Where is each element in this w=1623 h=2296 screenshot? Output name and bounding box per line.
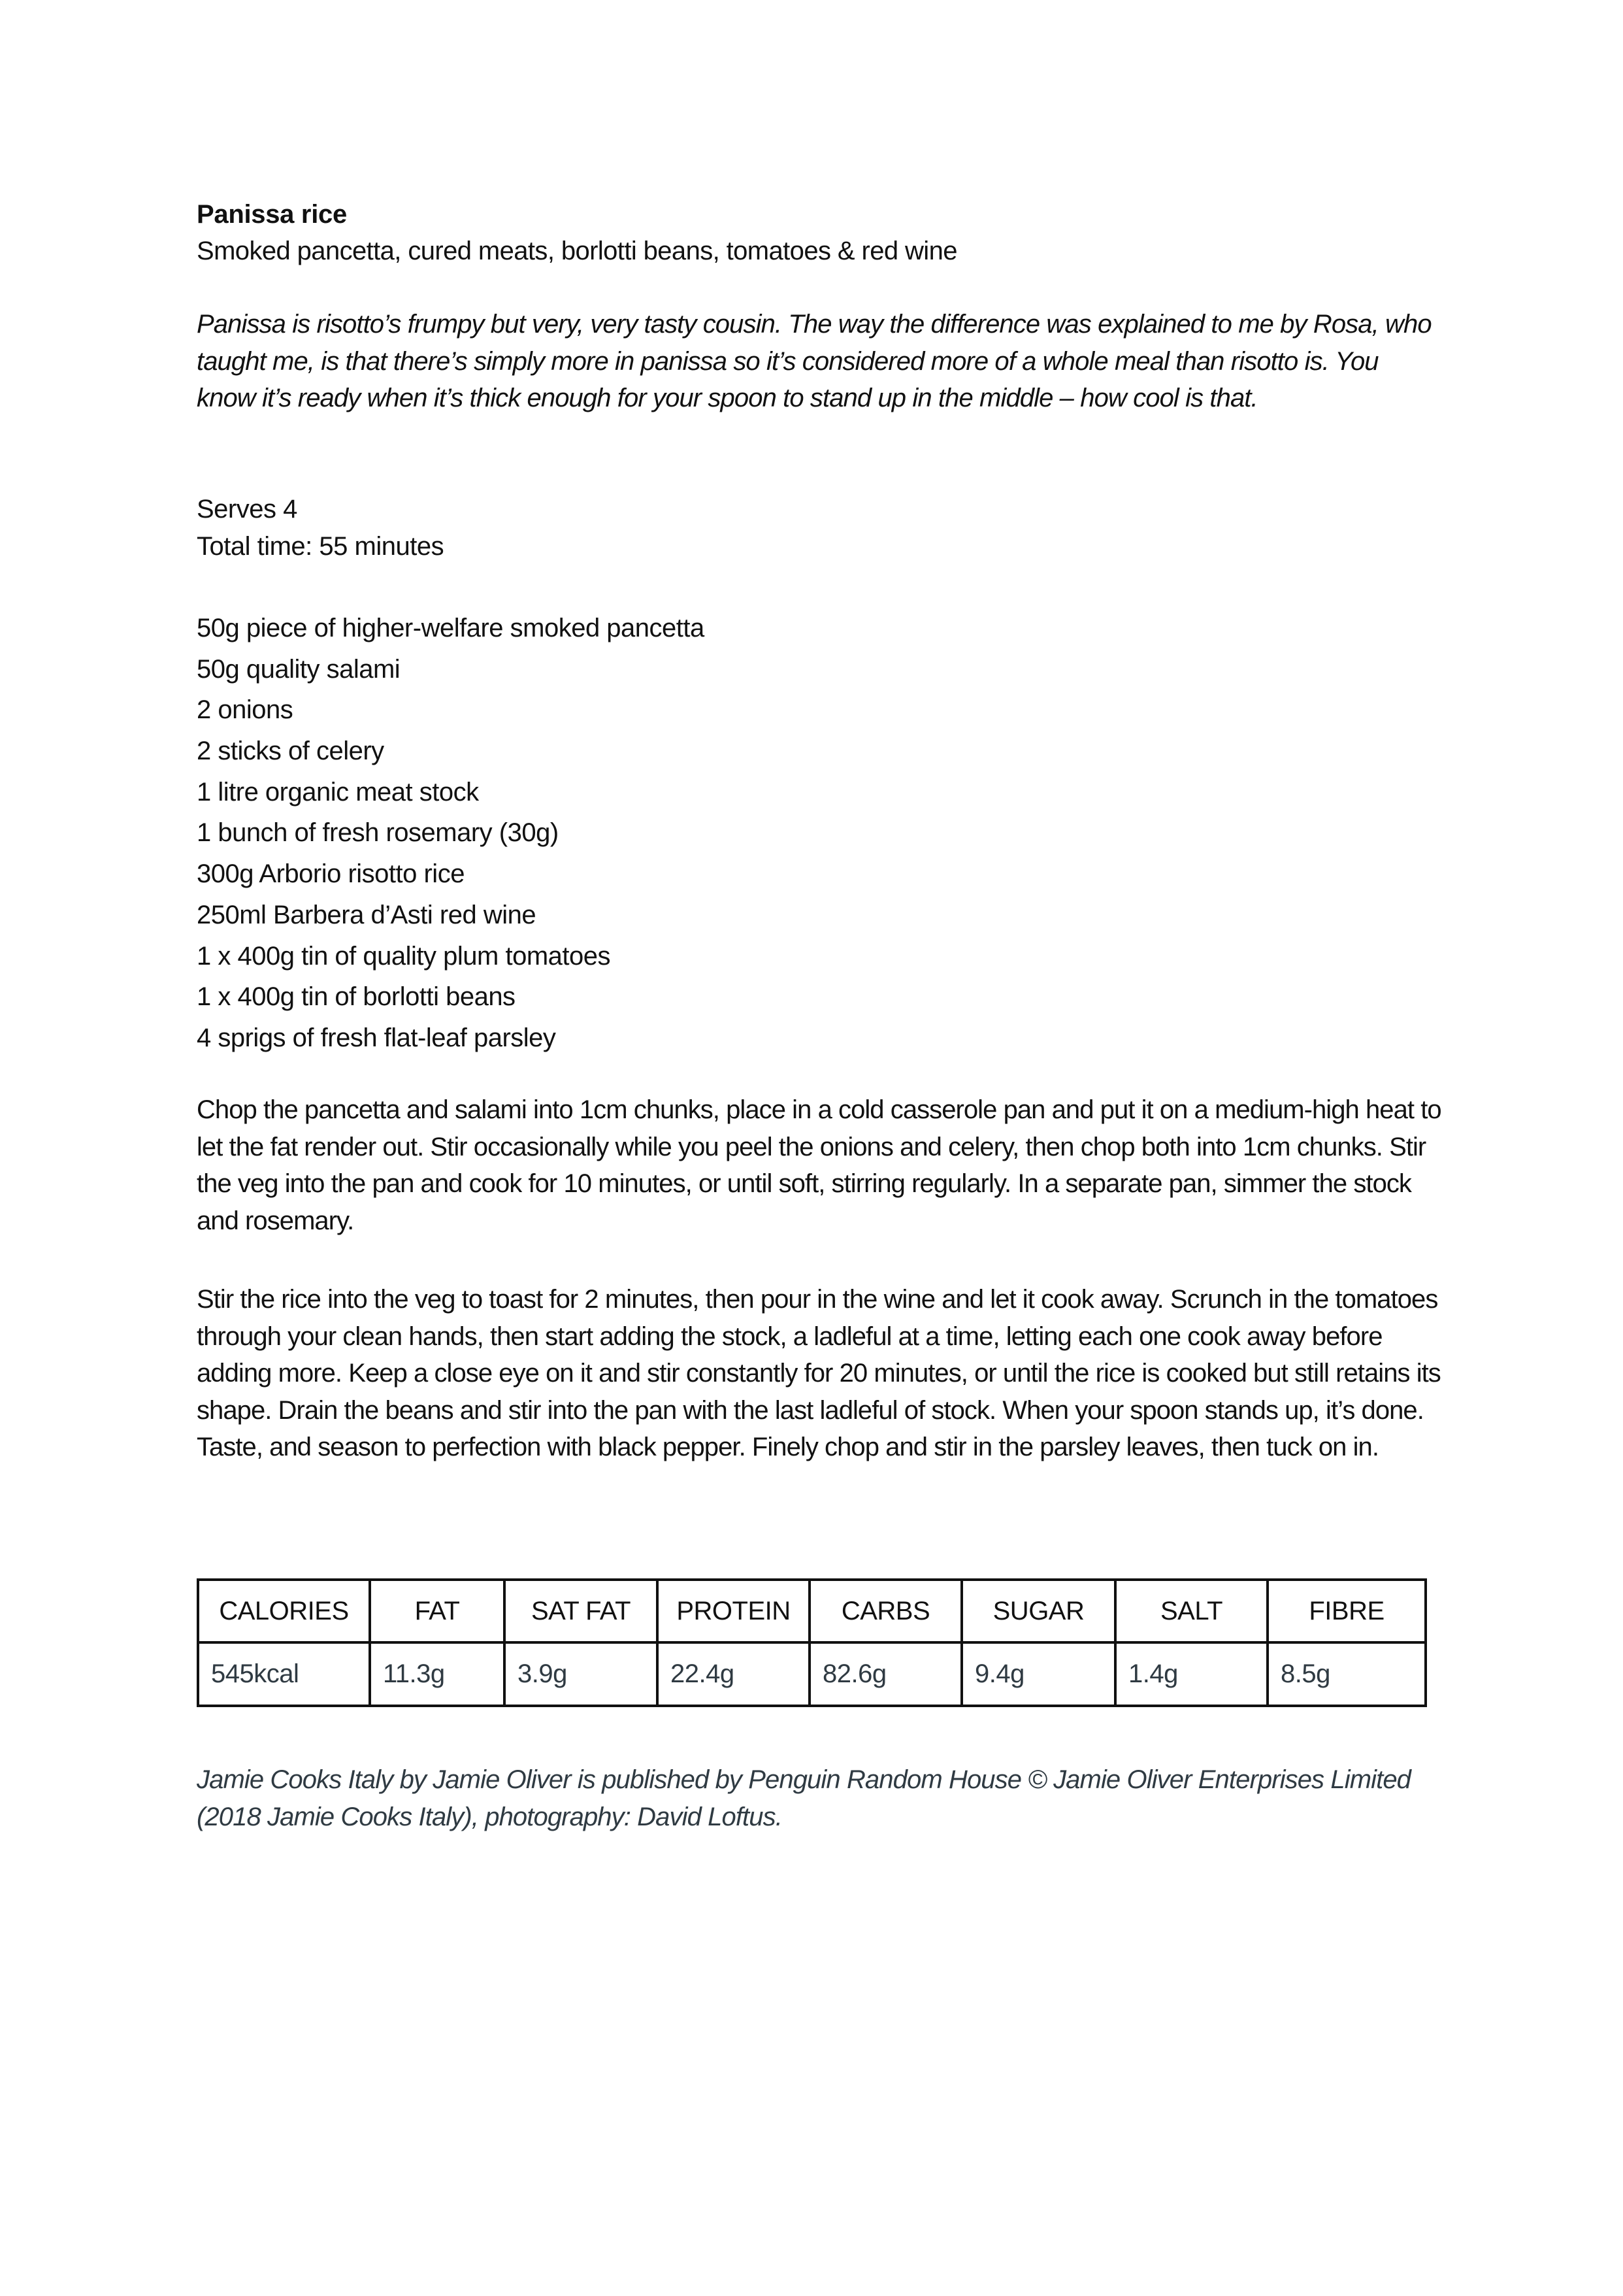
nutrition-value-fat: 11.3g: [370, 1642, 504, 1706]
nutrition-header-calories: CALORIES: [198, 1580, 370, 1642]
nutrition-value-salt: 1.4g: [1115, 1642, 1268, 1706]
ingredient-item: 250ml Barbera d’Asti red wine: [197, 900, 536, 929]
nutrition-header-sugar: SUGAR: [962, 1580, 1115, 1642]
publication-credit: Jamie Cooks Italy by Jamie Oliver is published by Penguin Random House © Jamie Oliver Enterprises Limited (2018 Jamie Cooks Italy), photography: David Loftus.: [197, 1765, 1411, 1831]
nutrition-values-row: [198, 1642, 1426, 1706]
nutrition-header-fat: FAT: [370, 1580, 504, 1642]
ingredient-item: 1 litre organic meat stock: [197, 777, 479, 807]
ingredient-item: 2 onions: [197, 695, 293, 725]
nutrition-header-carbs: CARBS: [810, 1580, 962, 1642]
recipe-intro: Panissa is risotto’s frumpy but very, very tasty cousin. The way the difference was explained to me by Rosa, who taught me, is that there’s simply more in panissa so it’s considered more of a whole meal than risotto is. You know it’s ready when it’s thick enough for your spoon to stand up in the middle – how cool is that.: [197, 310, 1432, 412]
nutrition-value-sugar: 9.4g: [962, 1642, 1115, 1706]
nutrition-value-calories: 545kcal: [198, 1642, 370, 1706]
method-step-2: Stir the rice into the veg to toast for 2 minutes, then pour in the wine and let it cook away. Scrunch in the tomatoes through your clean hands, then start adding the stock, a ladleful at a time, letting each one cook away before adding more. Keep a close eye on it and stir constantly for 20 minutes, or until the rice is cooked but still retains its shape. Drain the beans and stir into the pan with the last ladleful of stock. When your spoon stands up, it’s done. Taste, and season to perfection with black pepper. Finely chop and stir in the parsley leaves, then tuck on in.: [197, 1285, 1441, 1461]
total-time-info: Total time: 55 minutes: [197, 532, 444, 561]
ingredient-item: 1 x 400g tin of borlotti beans: [197, 982, 516, 1012]
ingredient-item: 1 x 400g tin of quality plum tomatoes: [197, 941, 610, 971]
ingredients-list: [197, 608, 704, 1059]
ingredient-item: 300g Arborio risotto rice: [197, 859, 465, 889]
nutrition-header-protein: PROTEIN: [657, 1580, 810, 1642]
nutrition-value-fibre: 8.5g: [1268, 1642, 1426, 1706]
nutrition-value-sat-fat: 3.9g: [504, 1642, 657, 1706]
ingredient-item: 4 sprigs of fresh flat-leaf parsley: [197, 1023, 556, 1052]
nutrition-value-protein: 22.4g: [657, 1642, 810, 1706]
ingredient-item: 50g quality salami: [197, 654, 401, 684]
method-step-1: Chop the pancetta and salami into 1cm chunks, place in a cold casserole pan and put it on a medium-high heat to let the fat render out. Stir occasionally while you peel the onions and celery, then chop both into 1cm chunks. Stir the veg into the pan and cook for 10 minutes, or until soft, stirring regularly. In a separate pan, simmer the stock and rosemary.: [197, 1095, 1441, 1235]
ingredient-item: 50g piece of higher-welfare smoked pancetta: [197, 614, 704, 642]
ingredient-item: 1 bunch of fresh rosemary (30g): [197, 818, 559, 848]
nutrition-header-sat-fat: SAT FAT: [504, 1580, 657, 1642]
nutrition-value-carbs: 82.6g: [810, 1642, 962, 1706]
nutrition-header-salt: SALT: [1115, 1580, 1268, 1642]
recipe-title: Panissa rice: [197, 200, 347, 229]
serves-info: Serves 4: [197, 495, 297, 524]
nutrition-header-row: [198, 1580, 1426, 1642]
nutrition-table: [197, 1578, 1427, 1707]
ingredient-item: 2 sticks of celery: [197, 737, 384, 766]
nutrition-header-fibre: FIBRE: [1268, 1580, 1426, 1642]
recipe-subtitle: Smoked pancetta, cured meats, borlotti beans, tomatoes & red wine: [197, 237, 957, 265]
